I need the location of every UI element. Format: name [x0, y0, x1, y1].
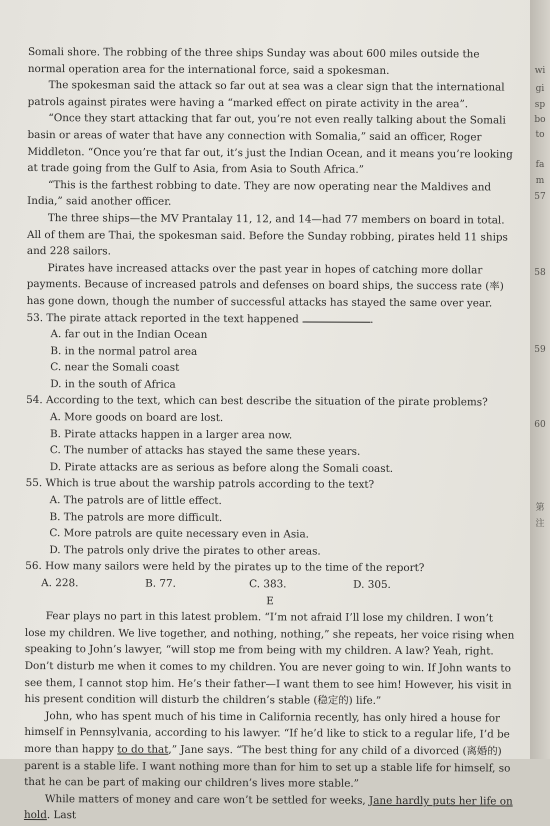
underlined-phrase: to do that: [117, 743, 169, 756]
edge-fragment: bo: [534, 115, 546, 125]
option-a: A. More goods on board are lost.: [50, 411, 224, 425]
passage-d-paragraph-5: The three ships—the MV Prantalay 11, 12, and 14—had 77 members on board in total. All of them are Thai, the spokesman said. Before the Sunday robbing, pirates held 11 ships and 228 sailors.: [26, 212, 508, 258]
edge-fragment: 60: [534, 420, 546, 430]
edge-fragment: to: [535, 130, 545, 140]
edge-fragment: gi: [535, 84, 545, 94]
edge-fragment: 注: [535, 519, 545, 529]
passage-d-paragraph-2: The spokesman said the attack so far out at sea was a clear sign that the international patrols against pirates were having a “marked effect on pirate activity in the area”.: [27, 79, 505, 111]
passage-d-paragraph-1: Somali shore. The robbing of the three ships Sunday was about 600 miles outside the normal operation area for the international force, said a spokesman.: [27, 45, 480, 77]
option-b: B. Pirate attacks happen in a larger area now.: [49, 427, 293, 442]
passage-d-paragraph-4: “This is the farthest robbing to date. They are now operating near the Maldives and India,” said another officer.: [27, 178, 492, 209]
option-d: D. 305.: [353, 578, 391, 591]
option-b: B. 77.: [145, 577, 176, 590]
answer-blank: [302, 311, 370, 322]
page-content: [24, 44, 518, 826]
question-53: [26, 309, 516, 395]
edge-fragment: 58: [534, 268, 546, 278]
passage-d-paragraph-6: Pirates have increased attacks over the past year in hopes of catching more dollar payments. Because of increased patrols and defenses on board ships, the success rate (率) has gone down, though the number of successful attacks has stayed the same over year.: [26, 261, 504, 310]
passage-d-paragraph-3: “Once they start attacking that far out, you’re not even really talking about the Somali basin or areas of water that have any connection with Somalia,” said an officer, Roger Middleton. “Once you’re that far out, it’s just the Indian Ocean, and it means you’re looking at trade going from the Gulf to Asia, from Asia to South Africa.”: [27, 112, 513, 176]
option-a: A. 228.: [41, 577, 79, 590]
question-stem: 53. The pirate attack reported in the text happened .: [26, 311, 374, 326]
passage-e-paragraph-2: John, who has spent much of his time in California recently, has only hired a house for himself in Pennsylvania, according to his lawyer. “If he’d like to stick to a regular life, I’d be more than happy to do that,” Jane says. “The best thing for any child of a divorced (离婚的) parent is a stable life. I want nothing more than for him to set up a stable life for himself, so that he can be part of making our children’s lives more stable.”: [24, 709, 511, 790]
passage-e-paragraph-1: Fear plays no part in this latest problem. “I’m not afraid I’ll lose my children. I won’t lose my children. We live together, and nothing, nothing,” she repeats, her voice rising when speaking to John’s lawyer, “will stop me from being with my children. A law? Yeah, right. Don’t disturb me when it comes to my children. You are never going to win. If John wants to see them, I cannot stop him. He’s their father—I want them to see him! However, his visit in his present condition will disturb the children’s stable (稳定的) life.”: [24, 610, 515, 708]
question-stem: 54. According to the text, which can best describe the situation of the pirate problems?: [26, 394, 488, 409]
option-b: B. in the normal patrol area: [50, 344, 198, 358]
option-c: C. near the Somali coast: [50, 361, 180, 375]
edge-fragment: 第: [535, 503, 545, 513]
option-a: A. far out in the Indian Ocean: [50, 328, 208, 342]
option-a: A. The patrols are of little effect.: [49, 494, 222, 508]
question-56: [25, 558, 515, 594]
option-d: D. in the south of Africa: [50, 377, 176, 391]
options-row: [41, 575, 515, 594]
edge-fragment: 57: [534, 192, 546, 202]
option-d: D. Pirate attacks are as serious as before along the Somali coast.: [49, 460, 394, 475]
option-b: B. The patrols are more difficult.: [49, 510, 223, 524]
edge-fragment: 59: [534, 345, 546, 355]
option-c: C. 383.: [249, 578, 287, 591]
edge-fragment: wi: [534, 66, 546, 76]
next-page-edge: [530, 0, 550, 759]
edge-fragment: m: [535, 176, 545, 186]
edge-fragment: sp: [534, 100, 546, 110]
option-c: C. More patrols are quite necessary even in Asia.: [49, 527, 310, 541]
question-55: [25, 475, 515, 561]
underlined-phrase: Jane hardly puts her life on hold: [23, 794, 513, 822]
question-54: [26, 392, 516, 478]
question-stem: 55. Which is true about the warship patrols according to the text?: [25, 477, 375, 492]
passage-e-paragraph-3: While matters of money and care won’t be settled for weeks, Jane hardly puts her life on hold. Last: [23, 792, 513, 822]
section-letter: E: [266, 594, 274, 607]
option-c: C. The number of attacks has stayed the same these years.: [49, 444, 361, 458]
question-stem: 56. How many sailors were held by the pirates up to the time of the report?: [25, 560, 425, 575]
option-d: D. The patrols only drive the pirates to other areas.: [49, 543, 321, 558]
edge-fragment: fa: [535, 160, 545, 170]
